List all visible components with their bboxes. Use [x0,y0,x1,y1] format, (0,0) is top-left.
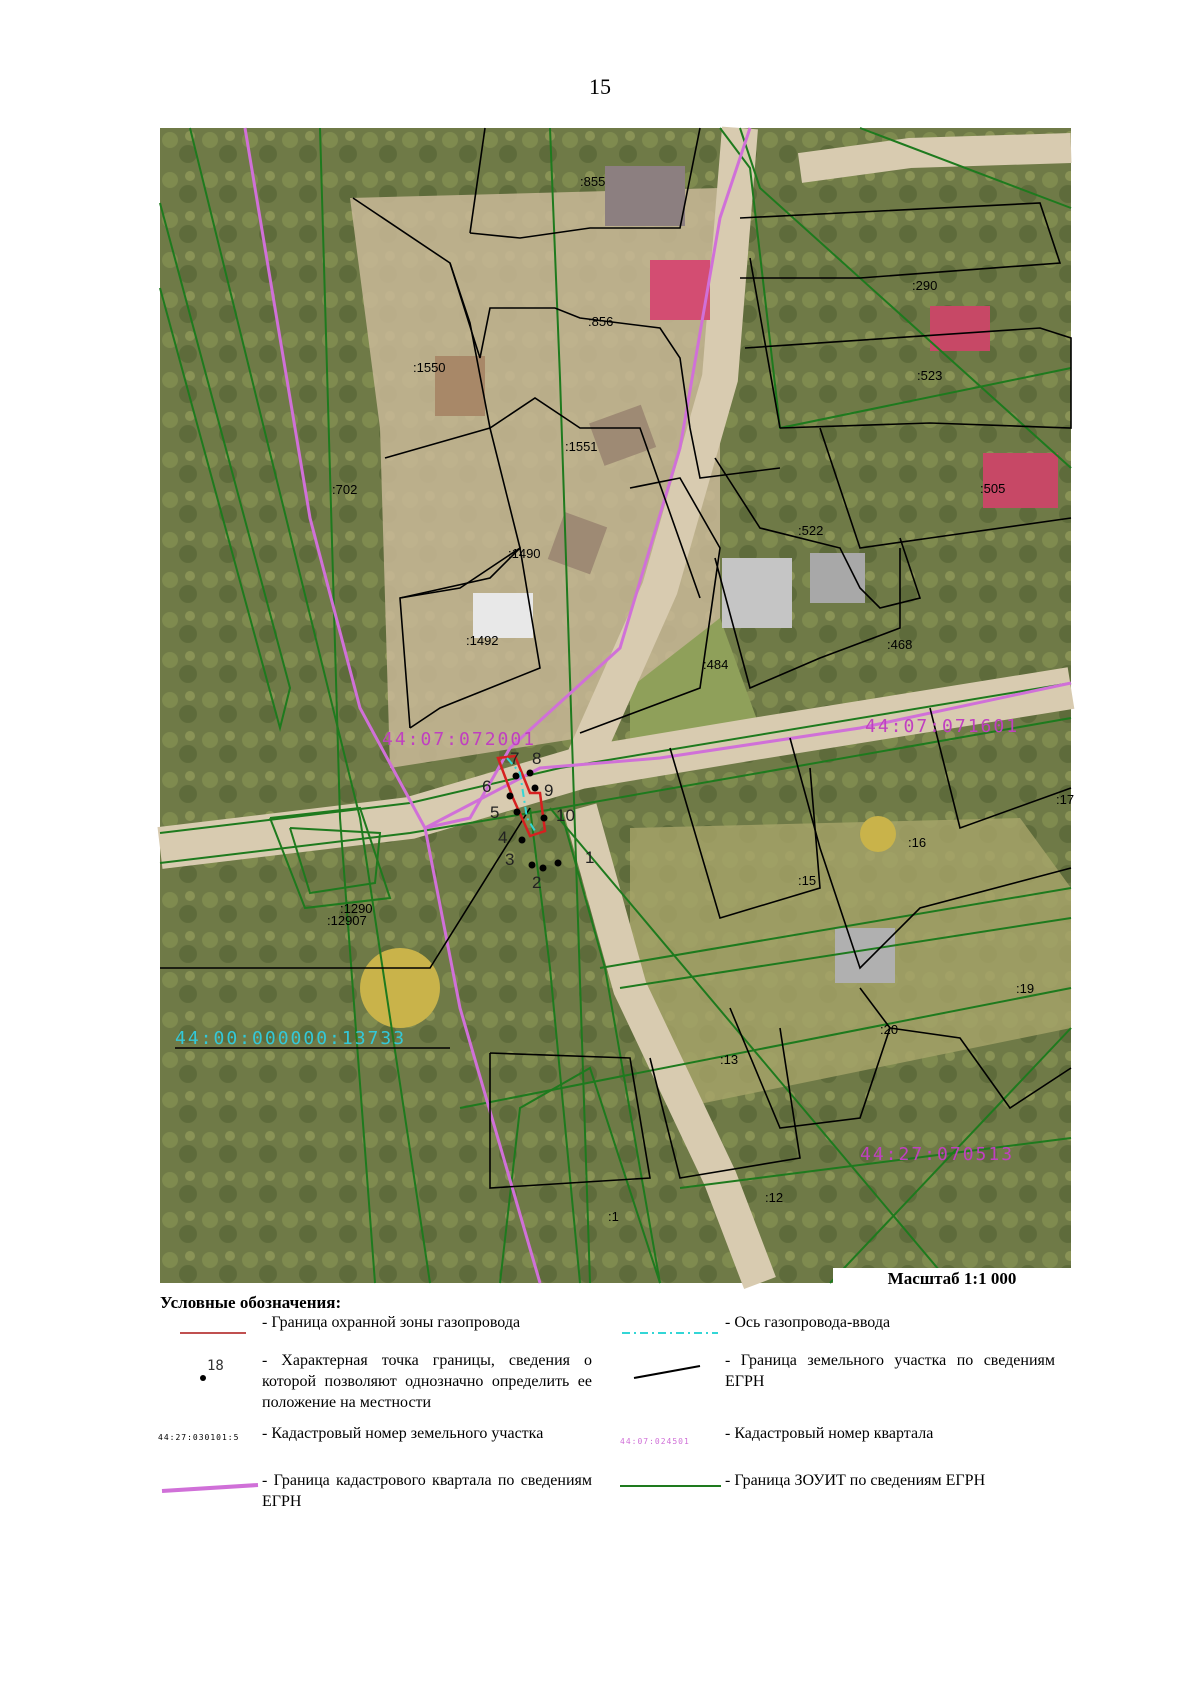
characteristic-point-label: 1 [585,848,595,867]
characteristic-point-label: 6 [482,777,492,796]
characteristic-point [519,837,526,844]
quarter-number-label: 44:07:072001 [382,729,537,750]
parcel-number-label: :1492 [466,633,499,648]
legend-parcel-number: - Кадастровый номер земельного участка [262,1425,544,1442]
legend-parcel-boundary: - Граница земельного участка по сведениям ЕГРН [725,1352,1055,1390]
quarter-boundary-symbol [160,1482,260,1494]
page-number: 15 [589,74,611,99]
parcel-number-label: :523 [917,368,943,383]
parcel-number-label: :20 [880,1022,899,1037]
cadastral-map[interactable] [160,128,1075,1283]
characteristic-point-label: 3 [505,850,515,869]
building [810,553,865,603]
characteristic-point [541,815,548,822]
building [930,306,990,351]
legend-quarter-number: - Кадастровый номер квартала [725,1425,934,1442]
legend-pipeline-axis: - Ось газопровода-ввода [725,1314,891,1331]
characteristic-point [555,860,562,867]
parcel-number-label: :856 [588,314,614,329]
parcel-number-label: :12907 [327,913,367,928]
point-symbol [199,1374,207,1382]
characteristic-point-label: 10 [556,806,575,825]
parcel-number-label: :19 [1016,981,1035,996]
quarter-number-symbol: 44:07:024501 [620,1437,690,1446]
parcel-number-label: :855 [580,174,606,189]
characteristic-point [529,862,536,869]
quarter-number-label: 44:27:070513 [860,1144,1015,1165]
characteristic-point [527,770,534,777]
parcel-number-label: :12 [765,1190,784,1205]
cadastral-number-label: 44:00:000000:13733 [175,1028,407,1049]
parcel-number-label: :1490 [508,546,541,561]
legend-point: - Характерная точка границы, сведения о которой позволяют однозначно определить ее положение на местности [262,1352,592,1411]
characteristic-point-label: 2 [532,873,542,892]
legend-quarter-boundary: - Граница кадастрового квартала по сведениям ЕГРН [262,1472,592,1510]
parcel-number-label: :1290 [340,901,373,916]
parcel-number-label: :290 [912,278,938,293]
parcel-number-label: :1 [608,1209,619,1224]
tree [860,816,896,852]
parcel-number-label: :505 [980,481,1006,496]
characteristic-point-label: 8 [532,749,542,768]
zouit-boundary-symbol [618,1482,723,1490]
parcel-number-label: :15 [798,873,817,888]
characteristic-point [513,773,520,780]
building [835,928,895,983]
building [605,166,685,226]
parcel-number-label: :1551 [565,439,598,454]
legend-protection-zone: - Граница охранной зоны газопровода [262,1314,521,1331]
parcel-boundary-symbol [632,1362,702,1382]
legend-title: Условные обозначения: [160,1293,342,1312]
characteristic-point-label: 7 [510,749,520,768]
parcel-number-label: :484 [703,657,729,672]
point-symbol-label: 18 [207,1358,224,1374]
parcel-number-label: :17 [1056,792,1075,807]
parcel-number-label: :468 [887,637,913,652]
legend-zouit-boundary: - Граница ЗОУИТ по сведениям ЕГРН [725,1472,986,1489]
pipeline-axis-symbol [620,1328,720,1338]
scale-label: Масштаб 1:1 000 [833,1268,1071,1290]
characteristic-point [532,785,539,792]
building [473,593,533,638]
tree [360,948,440,1028]
characteristic-point-label: 4 [498,828,508,847]
building [722,558,792,628]
characteristic-point [514,809,521,816]
quarter-number-label: 44:07:071601 [865,716,1020,737]
building [650,260,710,320]
protection-zone-symbol [178,1328,248,1338]
characteristic-point-label: 9 [544,781,554,800]
parcel-number-label: :1550 [413,360,446,375]
characteristic-point [507,793,514,800]
characteristic-point [540,865,547,872]
parcel-number-label: :16 [908,835,927,850]
characteristic-point-label: 5 [490,803,500,822]
parcel-number-label: :13 [720,1052,739,1067]
parcel-number-label: :522 [798,523,824,538]
parcel-number-label: :702 [332,482,358,497]
parcel-number-symbol: 44:27:030101:5 [158,1433,240,1442]
